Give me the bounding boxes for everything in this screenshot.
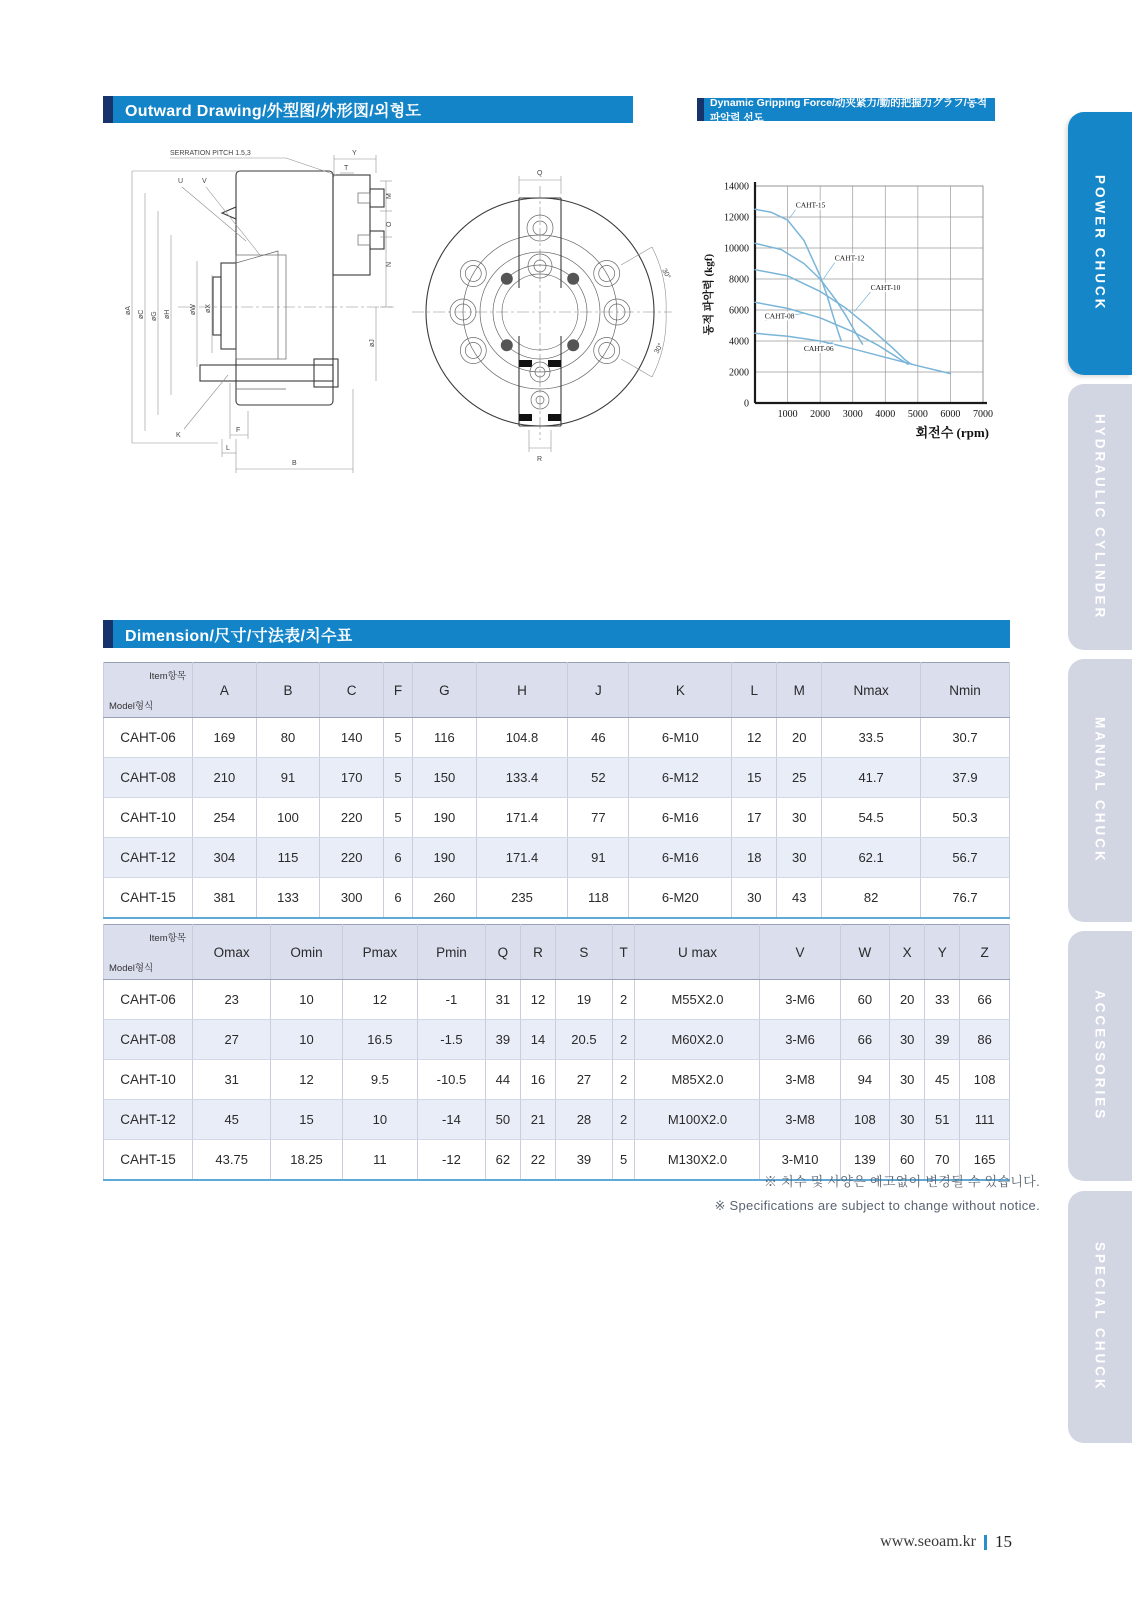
- dim-label-dc: øC: [138, 309, 145, 319]
- value-cell: 17: [732, 798, 777, 838]
- value-cell: 50: [485, 1100, 520, 1140]
- value-cell: 27: [193, 1020, 271, 1060]
- column-header: V: [760, 925, 840, 980]
- sidebar-tab-power-chuck[interactable]: [1068, 112, 1132, 375]
- dim-label-k: K: [176, 432, 181, 439]
- model-cell: CAHT-08: [104, 758, 193, 798]
- value-cell: 171.4: [476, 798, 568, 838]
- model-cell: CAHT-06: [104, 980, 193, 1020]
- model-cell: CAHT-06: [104, 718, 193, 758]
- angle-label-2: 30°: [653, 342, 665, 355]
- value-cell: 2: [612, 1020, 635, 1060]
- value-cell: 165: [960, 1140, 1010, 1181]
- value-cell: 254: [193, 798, 257, 838]
- dim-label-n: N: [386, 261, 393, 267]
- value-cell: 39: [556, 1140, 613, 1181]
- dim-label-f: F: [236, 427, 241, 434]
- footnotes: [714, 1170, 1040, 1218]
- value-cell: 27: [556, 1060, 613, 1100]
- value-cell: 5: [384, 798, 413, 838]
- side-view-drawing: [118, 143, 408, 488]
- value-cell: 133: [256, 878, 320, 919]
- value-cell: 30: [777, 798, 822, 838]
- footnote-korean: ※ 치수 및 사양은 예고없이 변경될 수 있습니다.: [763, 1174, 1040, 1189]
- value-cell: 12: [271, 1060, 342, 1100]
- dim-label-dx: øX: [205, 304, 212, 313]
- dim-label-dg: øG: [151, 311, 158, 321]
- value-cell: 54.5: [822, 798, 921, 838]
- value-cell: 170: [320, 758, 384, 798]
- column-header: T: [612, 925, 635, 980]
- value-cell: -1.5: [418, 1020, 486, 1060]
- value-cell: 28: [556, 1100, 613, 1140]
- svg-text:10000: 10000: [724, 243, 749, 255]
- column-header: J: [568, 663, 629, 718]
- svg-text:6000: 6000: [940, 409, 961, 420]
- column-header: Pmin: [418, 925, 486, 980]
- value-cell: 10: [342, 1100, 417, 1140]
- sidebar-tab-label: MANUAL CHUCK: [1092, 717, 1108, 864]
- value-cell: 140: [320, 718, 384, 758]
- column-header: W: [840, 925, 890, 980]
- dimension-title: Dimension/尺寸/寸法表/치수표: [113, 620, 1010, 648]
- column-header: Y: [925, 925, 960, 980]
- value-cell: 30: [777, 838, 822, 878]
- value-cell: 37.9: [920, 758, 1009, 798]
- value-cell: 18.25: [271, 1140, 342, 1181]
- column-header: R: [520, 925, 555, 980]
- value-cell: 11: [342, 1140, 417, 1181]
- svg-text:CAHT-12: CAHT-12: [834, 253, 865, 263]
- dim-label-r: R: [537, 456, 543, 463]
- svg-text:회전수 (rpm): 회전수 (rpm): [915, 425, 989, 440]
- column-header: Z: [960, 925, 1010, 980]
- svg-text:6000: 6000: [729, 305, 749, 317]
- value-cell: 108: [960, 1060, 1010, 1100]
- svg-text:CAHT-06: CAHT-06: [803, 344, 834, 354]
- sidebar-tab-manual-chuck[interactable]: [1068, 659, 1132, 922]
- sidebar-tab-label: POWER CHUCK: [1092, 175, 1108, 312]
- corner-model-label: Model형식: [109, 701, 154, 712]
- value-cell: -10.5: [418, 1060, 486, 1100]
- value-cell: 66: [960, 980, 1010, 1020]
- model-cell: CAHT-12: [104, 1100, 193, 1140]
- page-number: 15: [995, 1532, 1012, 1551]
- value-cell: 9.5: [342, 1060, 417, 1100]
- value-cell: 14: [520, 1020, 555, 1060]
- value-cell: 150: [413, 758, 477, 798]
- value-cell: 20.5: [556, 1020, 613, 1060]
- value-cell: 43.75: [193, 1140, 271, 1181]
- table-row: [104, 1020, 1010, 1060]
- header-accent: [697, 98, 704, 121]
- corner-cell: [104, 925, 193, 980]
- value-cell: 300: [320, 878, 384, 919]
- table-row: [104, 1100, 1010, 1140]
- svg-text:2000: 2000: [729, 367, 749, 379]
- table-row: [104, 838, 1010, 878]
- svg-text:0: 0: [744, 398, 749, 410]
- svg-text:3000: 3000: [842, 409, 863, 420]
- value-cell: 2: [612, 1060, 635, 1100]
- table-row: [104, 980, 1010, 1020]
- value-cell: 56.7: [920, 838, 1009, 878]
- table-row: [104, 718, 1010, 758]
- model-cell: CAHT-15: [104, 1140, 193, 1181]
- value-cell: 77: [568, 798, 629, 838]
- value-cell: 12: [342, 980, 417, 1020]
- svg-text:동적 파악력 (kgf): 동적 파악력 (kgf): [703, 253, 715, 336]
- value-cell: 116: [413, 718, 477, 758]
- column-header: A: [193, 663, 257, 718]
- value-cell: 70: [925, 1140, 960, 1181]
- value-cell: 18: [732, 838, 777, 878]
- column-header: X: [890, 925, 925, 980]
- gripping-force-chart: [697, 160, 1012, 455]
- value-cell: 30: [732, 878, 777, 919]
- value-cell: 39: [485, 1020, 520, 1060]
- value-cell: 3-M6: [760, 980, 840, 1020]
- value-cell: 52: [568, 758, 629, 798]
- value-cell: 20: [777, 718, 822, 758]
- value-cell: 210: [193, 758, 257, 798]
- value-cell: -14: [418, 1100, 486, 1140]
- column-header: S: [556, 925, 613, 980]
- value-cell: 23: [193, 980, 271, 1020]
- dim-label-q: Q: [537, 170, 543, 177]
- value-cell: 115: [256, 838, 320, 878]
- sidebar-tab-hydraulic-cylinder[interactable]: [1068, 384, 1132, 650]
- sidebar-tab-label: ACCESSORIES: [1092, 990, 1108, 1122]
- value-cell: 21: [520, 1100, 555, 1140]
- value-cell: 91: [256, 758, 320, 798]
- value-cell: 12: [520, 980, 555, 1020]
- dimension-table-1: [103, 662, 1010, 919]
- dim-label-da: øA: [125, 306, 132, 315]
- dim-label-t: T: [344, 165, 349, 172]
- value-cell: 139: [840, 1140, 890, 1181]
- value-cell: 2: [612, 1100, 635, 1140]
- value-cell: 6-M20: [629, 878, 732, 919]
- value-cell: 20: [890, 980, 925, 1020]
- value-cell: 6: [384, 878, 413, 919]
- value-cell: 6-M16: [629, 838, 732, 878]
- dim-label-dj: øJ: [369, 339, 376, 347]
- footer-divider: [984, 1535, 987, 1550]
- svg-text:CAHT-10: CAHT-10: [870, 282, 901, 292]
- gripping-force-header: [697, 96, 995, 124]
- svg-text:CAHT-08: CAHT-08: [764, 311, 795, 321]
- column-header: L: [732, 663, 777, 718]
- value-cell: 2: [612, 980, 635, 1020]
- value-cell: 304: [193, 838, 257, 878]
- value-cell: 76.7: [920, 878, 1009, 919]
- value-cell: 220: [320, 838, 384, 878]
- value-cell: 108: [840, 1100, 890, 1140]
- svg-text:4000: 4000: [729, 336, 749, 348]
- svg-text:CAHT-15: CAHT-15: [795, 200, 826, 210]
- outward-drawing-title: Outward Drawing/外型图/外形図/외형도: [113, 96, 633, 123]
- value-cell: 6-M12: [629, 758, 732, 798]
- svg-text:14000: 14000: [724, 181, 749, 193]
- value-cell: 82: [822, 878, 921, 919]
- model-cell: CAHT-08: [104, 1020, 193, 1060]
- value-cell: 15: [271, 1100, 342, 1140]
- svg-text:1000: 1000: [777, 409, 798, 420]
- value-cell: 10: [271, 980, 342, 1020]
- dim-label-m: M: [386, 193, 393, 199]
- value-cell: 190: [413, 838, 477, 878]
- value-cell: 94: [840, 1060, 890, 1100]
- value-cell: 45: [193, 1100, 271, 1140]
- value-cell: M60X2.0: [635, 1020, 760, 1060]
- value-cell: 41.7: [822, 758, 921, 798]
- model-cell: CAHT-15: [104, 878, 193, 919]
- value-cell: 111: [960, 1100, 1010, 1140]
- corner-item-label: Item항목: [149, 671, 186, 682]
- value-cell: 66: [840, 1020, 890, 1060]
- dim-label-dw: øW: [190, 304, 197, 315]
- svg-text:5000: 5000: [907, 409, 928, 420]
- value-cell: 30: [890, 1100, 925, 1140]
- value-cell: 5: [384, 718, 413, 758]
- table-row: [104, 758, 1010, 798]
- front-view-drawing: [400, 148, 680, 473]
- value-cell: 46: [568, 718, 629, 758]
- value-cell: 62: [485, 1140, 520, 1181]
- header-accent: [103, 620, 113, 648]
- column-header: F: [384, 663, 413, 718]
- model-cell: CAHT-12: [104, 838, 193, 878]
- table-row: [104, 1060, 1010, 1100]
- dim-label-y: Y: [352, 150, 357, 157]
- value-cell: 16: [520, 1060, 555, 1100]
- column-header: Pmax: [342, 925, 417, 980]
- value-cell: 381: [193, 878, 257, 919]
- value-cell: 10: [271, 1020, 342, 1060]
- header-accent: [103, 96, 113, 123]
- serration-note: SERRATION PITCH 1.5,3: [170, 150, 251, 157]
- column-header: U max: [635, 925, 760, 980]
- dim-label-l: L: [226, 445, 230, 452]
- value-cell: 25: [777, 758, 822, 798]
- value-cell: 171.4: [476, 838, 568, 878]
- corner-cell: [104, 663, 193, 718]
- value-cell: 5: [384, 758, 413, 798]
- value-cell: 45: [925, 1060, 960, 1100]
- value-cell: 3-M6: [760, 1020, 840, 1060]
- column-header: Omax: [193, 925, 271, 980]
- value-cell: M130X2.0: [635, 1140, 760, 1181]
- value-cell: 190: [413, 798, 477, 838]
- sidebar-tab-special-chuck[interactable]: [1068, 1191, 1132, 1443]
- value-cell: 12: [732, 718, 777, 758]
- svg-text:7000: 7000: [973, 409, 993, 420]
- column-header: H: [476, 663, 568, 718]
- value-cell: 100: [256, 798, 320, 838]
- sidebar-tab-accessories[interactable]: [1068, 931, 1132, 1181]
- value-cell: 104.8: [476, 718, 568, 758]
- value-cell: M100X2.0: [635, 1100, 760, 1140]
- dim-label-dh: øH: [164, 309, 171, 319]
- value-cell: 33: [925, 980, 960, 1020]
- value-cell: 86: [960, 1020, 1010, 1060]
- corner-item-label: Item항목: [149, 933, 186, 944]
- footnote-english: ※ Specifications are subject to change without notice.: [714, 1198, 1040, 1214]
- footer-url[interactable]: www.seoam.kr: [880, 1533, 976, 1550]
- value-cell: 30: [890, 1060, 925, 1100]
- dim-label-o: O: [386, 221, 393, 227]
- outward-drawing-header: [103, 96, 633, 123]
- gripping-force-title: Dynamic Gripping Force/动夹紧力/動的把握力グラフ/동적 파악력 선도: [704, 98, 995, 121]
- value-cell: 133.4: [476, 758, 568, 798]
- column-header: B: [256, 663, 320, 718]
- value-cell: 62.1: [822, 838, 921, 878]
- value-cell: 31: [485, 980, 520, 1020]
- value-cell: 169: [193, 718, 257, 758]
- corner-model-label: Model형식: [109, 963, 154, 974]
- value-cell: 44: [485, 1060, 520, 1100]
- value-cell: 33.5: [822, 718, 921, 758]
- value-cell: 80: [256, 718, 320, 758]
- column-header: C: [320, 663, 384, 718]
- value-cell: 6-M16: [629, 798, 732, 838]
- column-header: M: [777, 663, 822, 718]
- value-cell: 60: [840, 980, 890, 1020]
- dim-label-v: V: [202, 178, 207, 185]
- value-cell: 43: [777, 878, 822, 919]
- dim-label-u: U: [178, 178, 184, 185]
- value-cell: 220: [320, 798, 384, 838]
- value-cell: 19: [556, 980, 613, 1020]
- value-cell: 15: [732, 758, 777, 798]
- dim-label-b: B: [292, 460, 297, 467]
- svg-text:12000: 12000: [724, 212, 749, 224]
- value-cell: -12: [418, 1140, 486, 1181]
- column-header: K: [629, 663, 732, 718]
- value-cell: -1: [418, 980, 486, 1020]
- value-cell: 3-M8: [760, 1060, 840, 1100]
- model-cell: CAHT-10: [104, 798, 193, 838]
- svg-text:8000: 8000: [729, 274, 749, 286]
- angle-label-1: 30°: [660, 267, 672, 281]
- column-header: Q: [485, 925, 520, 980]
- value-cell: 260: [413, 878, 477, 919]
- value-cell: 6-M10: [629, 718, 732, 758]
- column-header: Nmin: [920, 663, 1009, 718]
- value-cell: 50.3: [920, 798, 1009, 838]
- value-cell: 6: [384, 838, 413, 878]
- value-cell: 22: [520, 1140, 555, 1181]
- value-cell: 91: [568, 838, 629, 878]
- value-cell: 235: [476, 878, 568, 919]
- value-cell: 3-M10: [760, 1140, 840, 1181]
- value-cell: 16.5: [342, 1020, 417, 1060]
- value-cell: 60: [890, 1140, 925, 1181]
- table-row: [104, 878, 1010, 919]
- sidebar-tab-label: SPECIAL CHUCK: [1092, 1242, 1108, 1392]
- value-cell: M85X2.0: [635, 1060, 760, 1100]
- model-cell: CAHT-10: [104, 1060, 193, 1100]
- svg-text:2000: 2000: [810, 409, 831, 420]
- dimension-header: [103, 620, 1010, 648]
- svg-text:4000: 4000: [875, 409, 896, 420]
- column-header: Omin: [271, 925, 342, 980]
- column-header: G: [413, 663, 477, 718]
- value-cell: 30: [890, 1020, 925, 1060]
- value-cell: M55X2.0: [635, 980, 760, 1020]
- value-cell: 39: [925, 1020, 960, 1060]
- value-cell: 31: [193, 1060, 271, 1100]
- dimension-table-2: [103, 924, 1010, 1181]
- value-cell: 118: [568, 878, 629, 919]
- column-header: Nmax: [822, 663, 921, 718]
- value-cell: 5: [612, 1140, 635, 1181]
- page-footer: [880, 1532, 1012, 1552]
- value-cell: 30.7: [920, 718, 1009, 758]
- table-row: [104, 798, 1010, 838]
- value-cell: 51: [925, 1100, 960, 1140]
- value-cell: 3-M8: [760, 1100, 840, 1140]
- sidebar-tab-label: HYDRAULIC CYLINDER: [1092, 413, 1108, 621]
